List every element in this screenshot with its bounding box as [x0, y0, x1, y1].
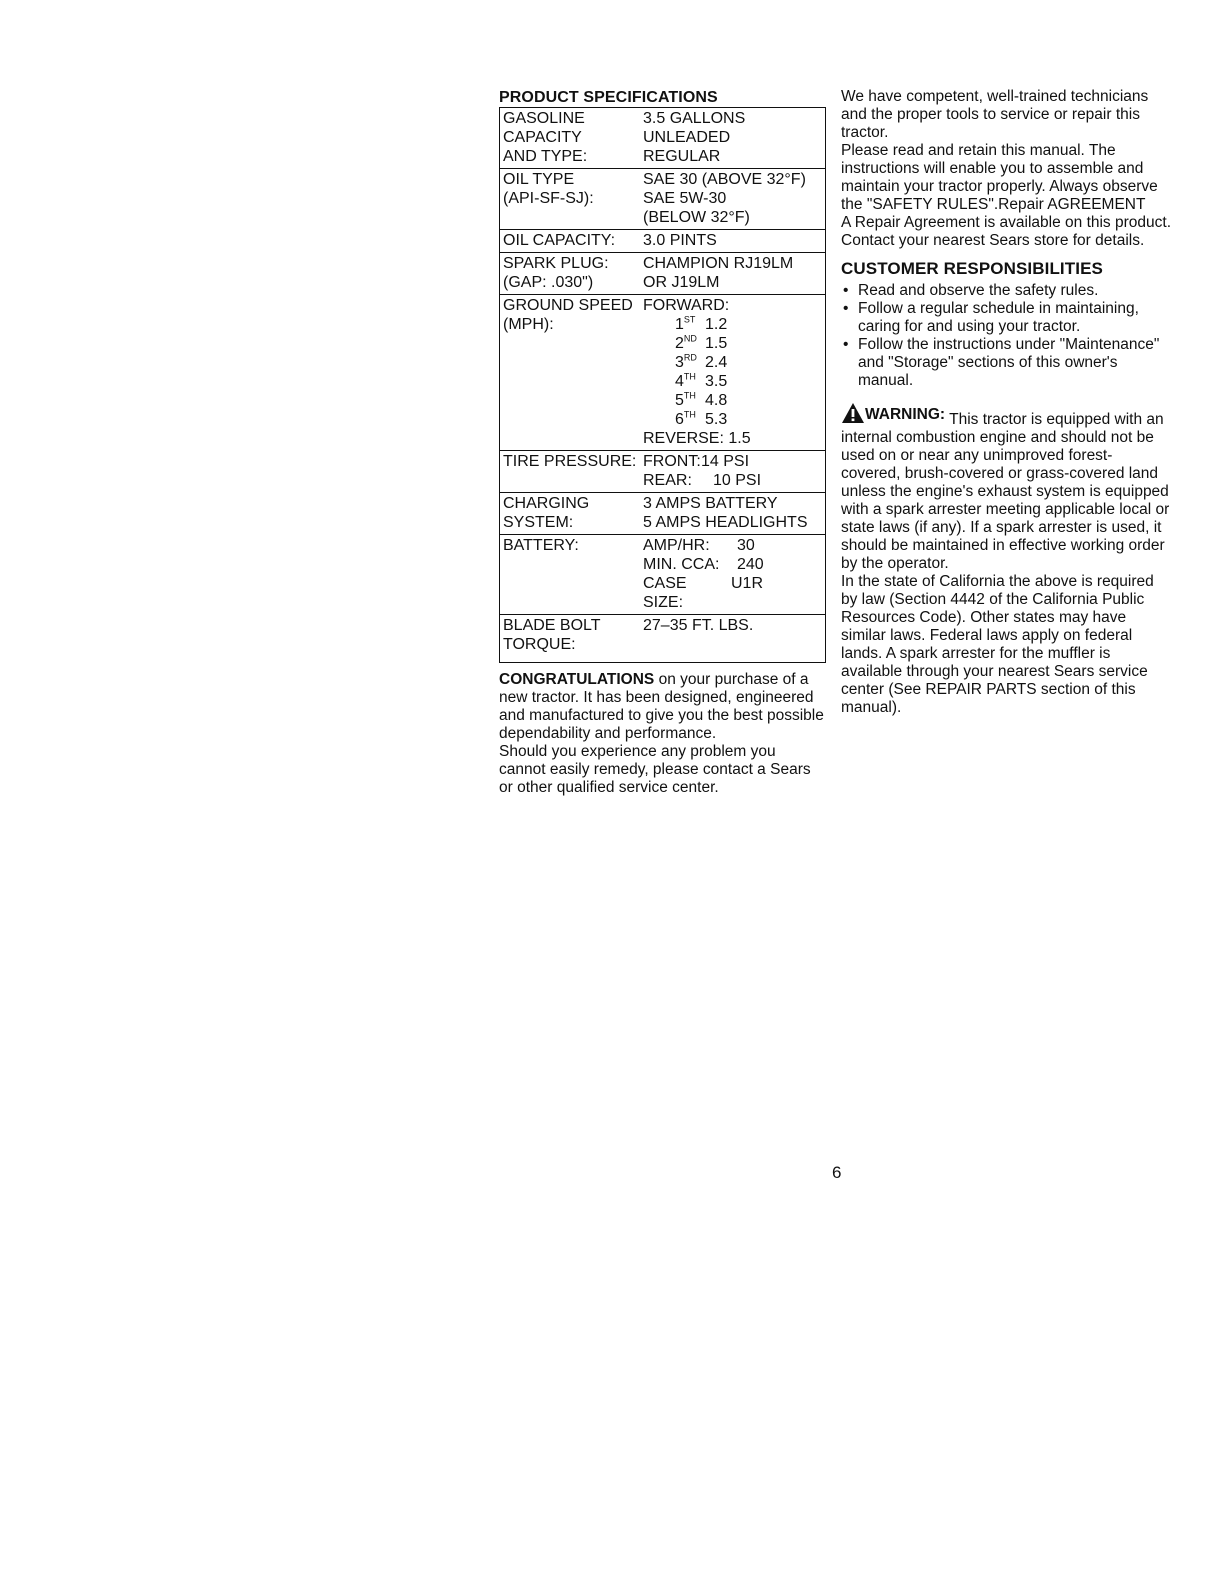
- gear-speed-value: 2.4: [705, 354, 728, 371]
- spec-label: [503, 170, 643, 227]
- gear-label: [643, 353, 705, 372]
- battery-amphr: [643, 536, 764, 555]
- front-pressure: [643, 452, 761, 471]
- forward-label: FORWARD:: [643, 297, 730, 314]
- spec-label-line: TORQUE:: [503, 636, 576, 653]
- cca-label: MIN. CCA:: [643, 556, 720, 573]
- spec-row-blade-bolt: [500, 615, 825, 662]
- gear-speed-value: 1.2: [705, 316, 728, 333]
- front-value: 14 PSI: [701, 453, 750, 470]
- gear-suffix: ND: [683, 333, 697, 344]
- spec-value-line: 3.5 GALLONS: [643, 110, 746, 127]
- gear-number: 2: [675, 335, 684, 352]
- congratulations-heading: CONGRATULATIONS: [499, 671, 655, 688]
- gear-speed-value: 5.3: [705, 411, 728, 428]
- gear-speed-row: [643, 353, 751, 372]
- spec-label-line: CHARGING: [503, 495, 590, 512]
- warning-head: [841, 402, 945, 424]
- spec-row-oil-type: [500, 169, 825, 230]
- spec-label-line: CAPACITY: [503, 129, 582, 146]
- gear-suffix: RD: [683, 352, 697, 363]
- gear-speed-value: 4.8: [705, 392, 728, 409]
- spec-value-line: OR J19LM: [643, 274, 720, 291]
- gear-suffix: TH: [683, 409, 696, 420]
- left-column: [499, 88, 826, 797]
- spec-label-line: SYSTEM:: [503, 514, 574, 531]
- spec-label: [503, 616, 643, 654]
- gear-number: 4: [675, 373, 684, 390]
- gear-speed-row: [643, 315, 751, 334]
- list-item-text: Follow a regular schedule in maintaining, caring for and using your tractor.: [858, 300, 1139, 335]
- list-item: [841, 336, 1171, 390]
- spec-row-spark-plug: [500, 253, 825, 295]
- warning-block: [841, 402, 1171, 717]
- spec-row-oil-capacity: [500, 230, 825, 253]
- spec-row-gasoline: [500, 108, 825, 169]
- specifications-table: [499, 107, 826, 663]
- battery-case-size: [643, 574, 764, 612]
- battery-cca: [643, 555, 764, 574]
- spec-label-line: (MPH):: [503, 316, 554, 333]
- gear-suffix: TH: [683, 371, 696, 382]
- spec-label-line: BLADE BOLT: [503, 617, 601, 634]
- spec-label-line: GASOLINE: [503, 110, 585, 127]
- list-item: [841, 282, 1171, 300]
- case-size-label: CASE SIZE:: [643, 575, 687, 611]
- spec-row-ground-speed: [500, 295, 825, 451]
- gear-label: [643, 372, 705, 391]
- repair-agreement-paragraph: A Repair Agreement is available on this product. Contact your nearest Sears store for details.: [841, 214, 1171, 249]
- spec-label-line: OIL TYPE: [503, 171, 575, 188]
- gear-label: [643, 334, 705, 353]
- spec-label: [503, 452, 643, 490]
- responsibilities-list: [841, 282, 1171, 390]
- spec-label-line: (API-SF-SJ):: [503, 190, 594, 207]
- gear-speed-row: [643, 372, 751, 391]
- cca-value: 240: [737, 556, 764, 573]
- list-item-text: Follow the instructions under "Maintenance" and "Storage" sections of this owner's manual.: [858, 336, 1160, 389]
- specifications-title: PRODUCT SPECIFICATIONS: [499, 89, 718, 106]
- spec-value-line: SAE 30 (ABOVE 32°F): [643, 171, 806, 188]
- gear-number: 6: [675, 411, 684, 428]
- spec-label: [503, 109, 643, 166]
- rear-value: 10 PSI: [713, 472, 762, 489]
- spec-label: [503, 254, 643, 292]
- spec-value: [643, 231, 717, 250]
- amphr-value: 30: [737, 537, 755, 554]
- gear-suffix: ST: [683, 314, 696, 325]
- manual-paragraph: Please read and retain this manual. The instructions will enable you to assemble and maintain your tractor properly. Always observe the "SAFETY RULES".Repair AGREEMENT: [841, 142, 1158, 213]
- service-paragraph: Should you experience any problem you cannot easily remedy, please contact a Sears or other qualified service center.: [499, 743, 811, 796]
- spec-value: [643, 109, 745, 166]
- list-item: [841, 300, 1171, 336]
- warning-triangle-icon: [841, 402, 865, 424]
- bullet-icon: •: [843, 300, 849, 317]
- warning-paragraph: [841, 402, 1171, 573]
- congratulations-paragraph: [499, 671, 826, 743]
- gear-speed-value: 3.5: [705, 373, 728, 390]
- spec-value-line: CHAMPION RJ19LM: [643, 255, 794, 272]
- gear-suffix: TH: [683, 390, 696, 401]
- spec-label-line: BATTERY:: [503, 537, 579, 554]
- spec-value: [643, 452, 761, 490]
- warning-text: This tractor is equipped with an internal combustion engine and should not be used on or near any unimproved forest-covered, brush-covered or grass-covered land unless the engine's exhaust system is equipped with a spark arrester meeting applicable local or state laws (if any). If a spark arrester is used, it should be maintained in effective working order by the operator.: [841, 411, 1170, 572]
- gear-speed-row: [643, 410, 751, 429]
- gear-label: [643, 391, 705, 410]
- gear-speed-list: [643, 315, 751, 429]
- spec-value: [643, 296, 751, 448]
- spec-label-line: GROUND SPEED: [503, 297, 633, 314]
- spec-label: [503, 231, 643, 250]
- rear-label: REAR:: [643, 472, 692, 489]
- warning-label: WARNING:: [865, 406, 946, 423]
- gear-number: 1: [675, 316, 684, 333]
- amphr-label: AMP/HR:: [643, 537, 710, 554]
- spec-value-line: (BELOW 32°F): [643, 209, 750, 226]
- gear-label: [643, 315, 705, 334]
- spec-value-line: 3.0 PINTS: [643, 232, 717, 249]
- spec-label-line: AND TYPE:: [503, 148, 588, 165]
- bullet-icon: •: [843, 282, 849, 299]
- spec-row-battery: [500, 535, 825, 615]
- spec-value-line: REGULAR: [643, 148, 721, 165]
- spec-label-line: (GAP: .030"): [503, 274, 594, 291]
- technicians-paragraph: We have competent, well-trained technicians and the proper tools to service or repair this tractor.: [841, 88, 1149, 141]
- spec-label: [503, 536, 643, 612]
- spec-label-line: SPARK PLUG:: [503, 255, 609, 272]
- spec-value: [643, 536, 764, 612]
- case-size-value: U1R: [731, 575, 764, 592]
- spec-label: [503, 494, 643, 532]
- spec-value: [643, 616, 753, 654]
- spec-label-line: TIRE PRESSURE:: [503, 453, 637, 470]
- spec-row-tire-pressure: [500, 451, 825, 493]
- gear-label: [643, 410, 705, 429]
- spec-value-line: 3 AMPS BATTERY: [643, 495, 778, 512]
- list-item-text: Read and observe the safety rules.: [858, 282, 1099, 299]
- spec-label-line: OIL CAPACITY:: [503, 232, 616, 249]
- spec-row-charging: [500, 493, 825, 535]
- california-paragraph: In the state of California the above is required by law (Section 4442 of the California Public Resources Code). Other states may have similar laws. Federal laws apply on federal lands. A spark arrester for the muffler is available through your nearest Sears service center (See REPAIR PARTS section of this manual).: [841, 573, 1154, 716]
- bullet-icon: •: [843, 336, 849, 353]
- spec-value-line: UNLEADED: [643, 129, 731, 146]
- gear-speed-row: [643, 334, 751, 353]
- gear-speed-row: [643, 391, 751, 410]
- gear-speed-value: 1.5: [705, 335, 728, 352]
- spec-value: [643, 254, 793, 292]
- congratulations-text: on your purchase of a new tractor. It has been designed, engineered and manufactured to give you the best possible dependability and performance.: [499, 671, 824, 742]
- rear-pressure: [643, 471, 761, 490]
- spec-value: [643, 170, 806, 227]
- spec-label: [503, 296, 643, 448]
- spec-value-line: SAE 5W-30: [643, 190, 727, 207]
- gear-number: 3: [675, 354, 684, 371]
- gear-number: 5: [675, 392, 684, 409]
- front-label: FRONT:: [643, 453, 701, 470]
- right-column: [841, 88, 1171, 717]
- page-number: 6: [832, 1163, 842, 1182]
- spec-value: [643, 494, 808, 532]
- spec-value-line: 5 AMPS HEADLIGHTS: [643, 514, 808, 531]
- reverse-speed: REVERSE: 1.5: [643, 430, 751, 447]
- spec-value-line: 27–35 FT. LBS.: [643, 617, 754, 634]
- customer-responsibilities-heading: CUSTOMER RESPONSIBILITIES: [841, 259, 1103, 278]
